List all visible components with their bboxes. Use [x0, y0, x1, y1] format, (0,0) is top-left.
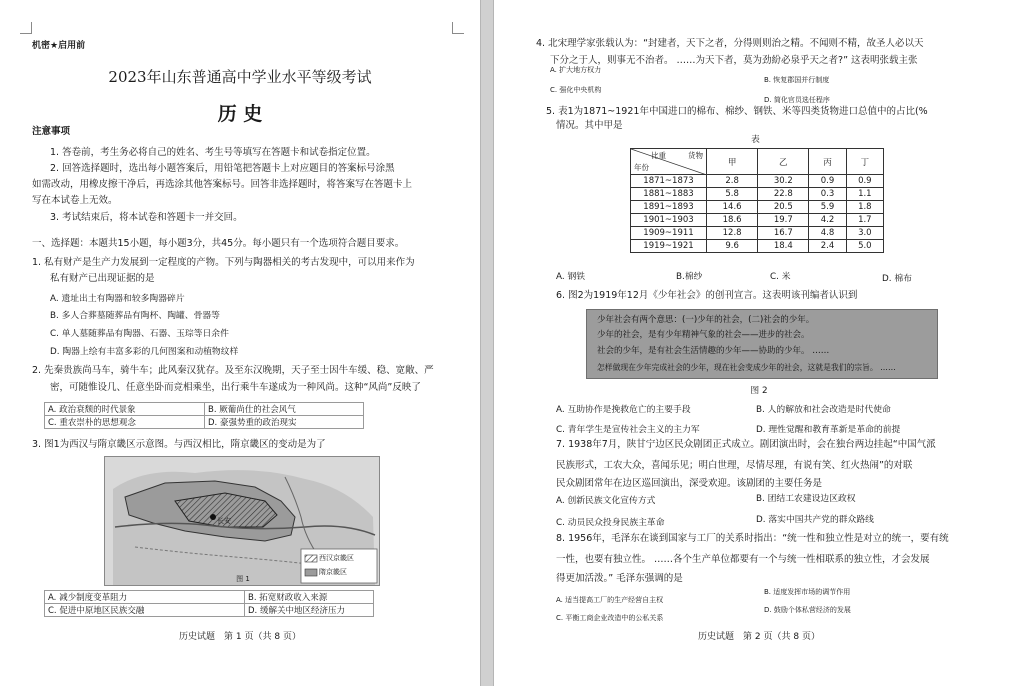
q6-option-c: C. 青年学生是宣传社会主义的主力军 — [556, 425, 700, 435]
question-5: 5. 表1为1871~1921年中国进口的棉布、棉纱、钢铁、米等四类货物进口总值中的占比(% — [546, 106, 928, 117]
table-cell-year: 1901~1903 — [631, 214, 707, 227]
q8-option-b: B. 适度发挥市场的调节作用 — [764, 588, 851, 596]
table-cell: 19.7 — [758, 214, 809, 227]
question-2: 2. 先秦贵族尚马车，骑牛车；此风秦汉犹存。及至东汉晚期，天子至士因牛车缓、稳、宽敞、严 — [32, 365, 434, 376]
table-cell: 5.0 — [846, 240, 883, 253]
table-1-corner-header — [631, 149, 707, 175]
map-city-label: 长安 — [217, 517, 231, 525]
table-cell-year: 1891~1893 — [631, 201, 707, 214]
table-cell: 22.8 — [758, 188, 809, 201]
map-graphic — [105, 457, 380, 586]
table-cell-year: 1909~1911 — [631, 227, 707, 240]
question-5-cont: 情况。其中甲是 — [556, 120, 623, 131]
page-1-footer: 历史试题 第 1 页（共 8 页） — [179, 632, 301, 642]
header-year: 年份 — [634, 163, 649, 172]
table-cell: 4.2 — [809, 214, 846, 227]
q2-option-c: C. 重农崇朴的思想观念 — [45, 416, 205, 429]
table-cell: 1.7 — [846, 214, 883, 227]
table-cell: 12.8 — [707, 227, 758, 240]
q4-option-b: B. 恢复郡国并行制度 — [764, 76, 830, 84]
q5-option-a: A. 钢铁 — [556, 272, 586, 282]
map-legend-item: 西汉京畿区 — [319, 554, 354, 562]
q7-option-b: B. 团结工农建设边区政权 — [756, 494, 856, 504]
question-1-cont: 私有财产已出现证据的是 — [50, 273, 155, 284]
question-2-cont: 密，可随惟设几、任意坐卧而竞相乘坐，出行乘牛车遂成为一种风尚。这种“风尚”反映了 — [50, 382, 421, 393]
table-cell: 14.6 — [707, 201, 758, 214]
question-3: 3. 图1为西汉与隋京畿区示意图。与西汉相比，隋京畿区的变动是为了 — [32, 439, 326, 450]
table-1-caption: 表 — [751, 135, 760, 145]
table-cell: 0.3 — [809, 188, 846, 201]
notice-line: 1. 答卷前，考生务必将自己的姓名、考生号等填写在答题卡和试卷指定位置。 — [50, 147, 376, 158]
table-col-header: 丁 — [846, 149, 883, 175]
figure-2-caption: 图 2 — [750, 386, 768, 396]
q7-option-d: D. 落实中国共产党的群众路线 — [756, 515, 874, 525]
q3-option-a: A. 减少制度变革阻力 — [45, 591, 245, 604]
crop-mark — [20, 22, 32, 34]
q5-option-b: B.棉纱 — [676, 272, 703, 282]
table-cell: 0.9 — [809, 175, 846, 188]
q2-option-d: D. 豪强势重的政治现实 — [205, 416, 364, 429]
table-cell-year: 1871~1873 — [631, 175, 707, 188]
table-cell: 20.5 — [758, 201, 809, 214]
header-ratio: 比重 — [651, 151, 666, 160]
crop-mark — [452, 22, 464, 34]
exam-page-1 — [0, 0, 480, 686]
photo-text-line: 少年的社会，是有少年精神气象的社会——进步的社会。 — [597, 330, 810, 340]
secret-label: 机密★启用前 — [32, 41, 86, 51]
table-cell: 30.2 — [758, 175, 809, 188]
q1-option-c: C. 单人墓随葬品有陶器、石器、玉琮等日余件 — [50, 329, 229, 339]
q6-option-d: D. 理性觉醒和教育革新是革命的前提 — [756, 425, 901, 435]
q3-options-table — [44, 590, 374, 617]
q5-option-d: D. 棉布 — [882, 274, 912, 284]
table-cell: 2.8 — [707, 175, 758, 188]
section-heading: 一、选择题：本题共15小题，每小题3分，共45分。每小题只有一个选项符合题目要求。 — [32, 238, 405, 249]
table-cell: 18.4 — [758, 240, 809, 253]
table-row — [631, 201, 884, 214]
header-goods: 货物 — [688, 151, 703, 160]
table-cell: 9.6 — [707, 240, 758, 253]
question-8: 8. 1956年，毛泽东在谈到国家与工厂的关系时指出：“统一性和独立性是对立的统一，要有统 — [556, 533, 949, 544]
q7-option-c: C. 动员民众投身民族主革命 — [556, 518, 665, 528]
notice-line: 2. 回答选择题时，选出每小题答案后，用铅笔把答题卡上对应题目的答案标号涂黑 — [50, 163, 395, 174]
table-cell: 3.0 — [846, 227, 883, 240]
q2-options-table — [44, 402, 364, 429]
q8-option-d: D. 鼓励个体私营经济的发展 — [764, 606, 851, 614]
table-cell: 16.7 — [758, 227, 809, 240]
page-2-footer: 历史试题 第 2 页（共 8 页） — [698, 632, 820, 642]
table-row — [631, 188, 884, 201]
notice-line: 写在本试卷上无效。 — [32, 195, 118, 206]
page-gutter — [480, 0, 494, 686]
subject-title: 历 史 — [217, 103, 263, 125]
table-cell: 4.8 — [809, 227, 846, 240]
question-8-cont: 得更加活泼。” 毛泽东强调的是 — [556, 573, 683, 584]
q4-option-a: A. 扩大地方权力 — [550, 66, 602, 74]
table-cell: 1.1 — [846, 188, 883, 201]
table-cell: 5.8 — [707, 188, 758, 201]
notice-heading: 注意事项 — [32, 126, 71, 137]
question-1: 1. 私有财产是生产力发展到一定程度的产物。下列与陶器相关的考古发现中，可以用来作为 — [32, 257, 415, 268]
q1-option-b: B. 多人合葬墓随葬品有陶杯、陶罐、骨器等 — [50, 311, 220, 321]
figure-1-map — [104, 456, 380, 586]
table-cell-year: 1881~1883 — [631, 188, 707, 201]
q2-option-a: A. 政治衰颓的时代景象 — [45, 403, 205, 416]
question-7: 7. 1938年7月，陕甘宁边区民众剧团正式成立。剧团演出时，会在独台两边挂起“中国气派 — [556, 439, 936, 450]
question-4-cont: 下分之于人，则事无不治者。 ……为天下者，莫为劲紛必泉乎天之者?” 这表明张载主张 — [550, 55, 918, 66]
table-cell: 1.8 — [846, 201, 883, 214]
q7-option-a: A. 创新民族文化宣传方式 — [556, 496, 656, 506]
table-row — [631, 175, 884, 188]
table-col-header: 甲 — [707, 149, 758, 175]
q8-option-a: A. 适当提高工厂的生产经营自主权 — [556, 596, 664, 604]
exam-page-2 — [494, 0, 1024, 686]
q4-option-c: C. 强化中央机构 — [550, 86, 602, 94]
q1-option-d: D. 陶器上绘有丰富多彩的几何图案和动植物纹样 — [50, 347, 239, 357]
photo-text-line: 社会的少年，是有社会生活情趣的少年——协助的少年。 …… — [597, 346, 830, 356]
exam-title: 2023年山东普通高中学业水平等级考试 — [108, 68, 372, 86]
q1-option-a: A. 遗址出土有陶器和较多陶器碎片 — [50, 294, 185, 304]
table-cell: 0.9 — [846, 175, 883, 188]
notice-line: 如需改动，用橡皮擦干净后，再选涂其他答案标号。回答非选择题时，将答案写在答题卡上 — [32, 179, 413, 190]
table-cell: 5.9 — [809, 201, 846, 214]
q5-option-c: C. 米 — [770, 272, 791, 282]
figure-2-photo — [586, 309, 938, 379]
table-col-header: 丙 — [809, 149, 846, 175]
table-1 — [630, 148, 884, 253]
q3-option-b: B. 拓宽财政收入来源 — [245, 591, 374, 604]
q8-option-c: C. 平衡工商企业改造中的公私关系 — [556, 614, 664, 622]
question-6: 6. 图2为1919年12月《少年社会》的创刊宣言。这表明该刊编者认识到 — [556, 290, 858, 301]
question-7-cont: 民众剧团常年在边区巡回演出，深受欢迎。该剧团的主要任务是 — [556, 478, 823, 489]
notice-line: 3. 考试结束后，将本试卷和答题卡一并交回。 — [50, 212, 243, 223]
table-row — [631, 240, 884, 253]
photo-text-line: 少年社会有两个意思：(一)少年的社会，(二)社会的少年。 — [597, 315, 815, 325]
question-8-cont: 一性，也要有独立性。 ……各个生产单位都要有一个与统一性相联系的独立性，才会发展 — [556, 554, 930, 565]
table-cell-year: 1919~1921 — [631, 240, 707, 253]
table-cell: 18.6 — [707, 214, 758, 227]
q6-option-b: B. 人的解放和社会改造是时代使命 — [756, 405, 891, 415]
photo-text-line: 怎样做现在少年完成社会的少年，现在社会变成少年的社会，这就是我们的宗旨。 …… — [597, 363, 896, 372]
q3-option-c: C. 促进中原地区民族交融 — [45, 604, 245, 617]
question-4: 4. 北宋理学家张载认为：“封建者，天下之者，分得则则治之精。不闻则不精，故圣人必以天 — [536, 38, 924, 49]
table-cell: 2.4 — [809, 240, 846, 253]
question-7-cont: 民族形式，工农大众，喜闻乐见；明白世理，尽情尽理，有说有笑、红火热闹”的对联 — [556, 460, 913, 471]
q3-option-d: D. 缓解关中地区经济压力 — [245, 604, 374, 617]
table-col-header: 乙 — [758, 149, 809, 175]
table-row — [631, 214, 884, 227]
q4-option-d: D. 简化官员选任程序 — [764, 96, 830, 104]
q2-option-b: B. 厥葡尚仕的社会风气 — [205, 403, 364, 416]
q6-option-a: A. 互助协作是挽救危亡的主要手段 — [556, 405, 691, 415]
figure-1-caption: 图 1 — [236, 575, 250, 583]
map-legend-item: 隋京畿区 — [319, 568, 347, 576]
table-row — [631, 227, 884, 240]
